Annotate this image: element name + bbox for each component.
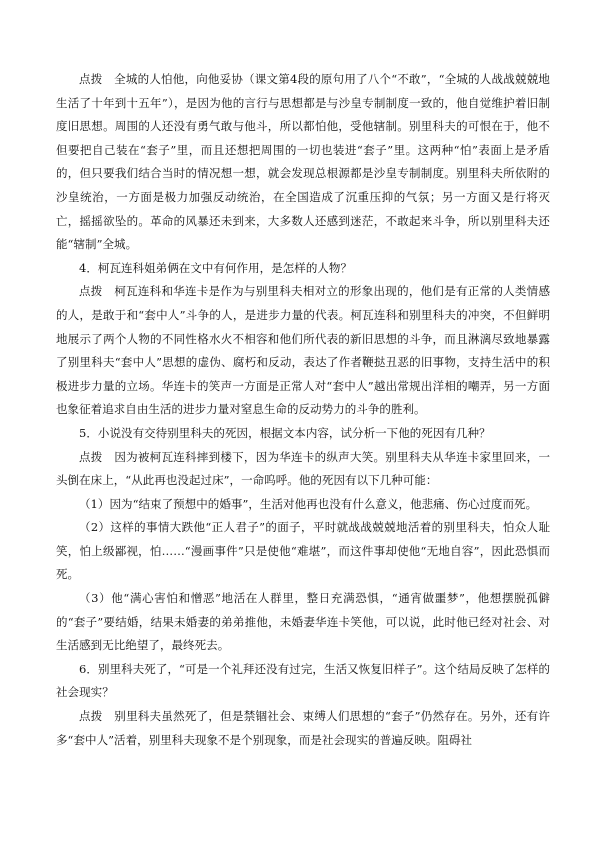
cause-item-1: （1）因为“结束了预想中的婚事”，生活对他再也没有什么意义，他悲痛、伤心过度而死。 [79, 496, 538, 511]
cause-item-2: （2）这样的事情大跌他“正人君子”的面子，平时就战战兢兢地活着的别里科夫，怕众人耻笑，怕上级鄙视，怕……“漫画事件”只是使他“难堪”，而这件事却使他“无地自容”，因此恐惧而死。 [56, 520, 550, 582]
question-6: 6．别里科夫死了，“可是一个礼拜还没有过完，生活又恢复旧样子”。这个结局反映了怎样的社会现实？ [56, 661, 550, 700]
cause-item-3: （3）他“满心害怕和憎恶”地活在人群里，整日充满恐惧，“通宵做噩梦”，他想摆脱孤僻的“套子”要结婚，结果未婚妻的弟弟推他，未婚妻华连卡笑他，可以说，此时他已经对社会、对生活感到无比绝望了，最终死去。 [56, 591, 550, 653]
answer-paragraph-4: 点拨 柯瓦连科和华连卡是作为与别里科夫相对立的形象出现的，他们是有正常的人类情感的人，是敢于和“套中人”斗争的人，是进步力量的代表。柯瓦连科和别里科夫的冲突，不但鲜明地展示了两个人物的不同性格水火不相容和他们所代表的新旧思想的斗争，而且淋漓尽致地暴露了别里科夫“套中人”思想的虚伪、腐朽和反动，表达了作者鞭挞丑恶的旧事物，支持生活中的积极进步力量的立场。华连卡的笑声一方面是正常人对“套中人”越出常规出洋相的嘲弄，另一方面也象征着追求自由生活的进步力量对窒息生命的反动势力的斗争的胜利。 [56, 284, 550, 417]
question-4: 4．柯瓦连科姐弟俩在文中有何作用，是怎样的人物？ [79, 260, 353, 275]
answer-paragraph-1: 点拨 全城的人怕他，向他妥协（课文第4段的原句用了八个“不敢”，“全城的人战战兢兢地生活了十年到十五年”），是因为他的言行与思想都是与沙皇专制制度一致的，他自觉维护着旧制度旧思想。周围的人还没有勇气敢与他斗，所以都怕他，受他辖制。别里科夫的可恨在于，他不但要把自己装在“套子”里，而且还想把周围的一切也装进“套子”里。这两种“怕”表面上是矛盾的，但只要我们结合当时的情况想一想，就会发现总根源都是沙皇专制制度。别里科夫所依附的沙皇统治，一方面是极力加强反动统治，在全国造成了沉重压抑的气氛；另一方面又是行将灭亡，摇摇欲坠的。革命的风暴还未到来，大多数人还感到迷茫，不敢起来斗争，所以别里科夫还能“辖制”全城。 [56, 72, 550, 252]
answer-paragraph-6: 点拨 别里科夫虽然死了，但是禁锢社会、束缚人们思想的“套子”仍然存在。另外，还有许多“套中人”活着，别里科夫现象不是个别现象，而是社会现实的普遍反映。阻碍社 [56, 709, 550, 747]
answer-paragraph-5: 点拨 因为被柯瓦连科摔到楼下，因为华连卡的纵声大笑。别里科夫从华连卡家里回来，一头倒在床上，“从此再也没起过床”，一命呜呼。他的死因有以下几种可能： [56, 449, 550, 488]
document-body [56, 68, 550, 752]
question-5: 5．小说没有交待别里科夫的死因，根据文本内容，试分析一下他的死因有几种？ [79, 425, 491, 440]
